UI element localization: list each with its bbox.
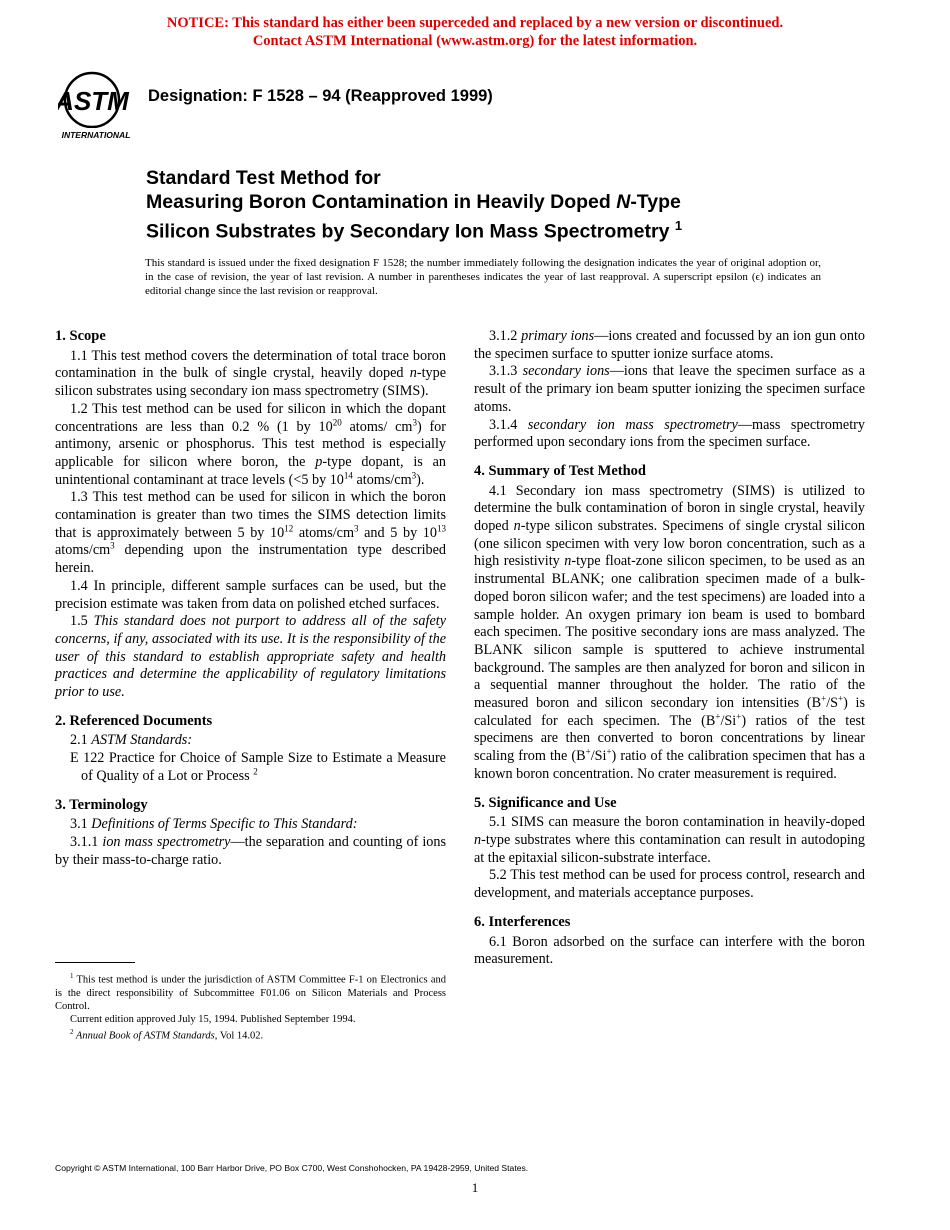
paragraph-5-2: 5.2 This test method can be used for process control, research and development, and materials acceptance purposes. [474,867,865,902]
paragraph-1-4: 1.4 In principle, different sample surfaces can be used, but the precision estimate was taken from data on polished etched surfaces. [55,577,446,612]
title-line-2-a: Measuring Boron Contamination in Heavily Doped [146,191,617,213]
paragraph-3-1-2: 3.1.2 primary ions—ions created and focussed by an ion gun onto the specimen surface to sputter ionize surface atoms. [474,328,865,362]
paragraph-1-5: 1.5 This standard does not purport to address all of the safety concerns, if any, associated with its use. It is the responsibility of the user of this standard to establish appropriate safety and health practices and determine the applicability of regulatory limitations prior to use. [55,613,446,701]
paragraph-1-2: 1.2 This test method can be used for silicon in which the dopant concentrations are less than 0.2 % (1 by $10^{20}$ atoms/ $cm^3$) for antimony, arsenic or phosphorus. This test method is especially applicable for silicon where boron, the p-type dopant, is an unintentional contaminant at trace levels (<5 by $10^{14}$ atoms/$cm^3$). [55,400,446,488]
reference-e122: E 122 Practice for Choice of Sample Size to Estimate a Measure of Quality of a Lot or Process $^2$ [70,750,446,784]
astm-logo-icon [58,70,138,142]
paragraph-3-1-1: 3.1.1 ion mass spectrometry—the separation and counting of ions by their mass-to-charge ratio. [55,833,446,868]
intro-paragraph: This standard is issued under the fixed designation F 1528; the number immediately following the designation indicates the year of original adoption or, in the case of revision, the year of last revision. A number in parentheses indicates the year of last reapproval. A superscript epsilon (ϵ) indicates an editorial change since the last revision or reapproval. [145,257,821,297]
section-significance-heading: 5. Significance and Use [474,794,617,811]
title-footnote-ref: 1 [674,218,683,233]
paragraph-4-1: 4.1 Secondary ion mass spectrometry (SIMS) is utilized to determine the bulk contamination of boron in single crystal, heavily doped n-type silicon substrates. Specimens of single crystal silicon (one silicon specimen with very low boron concentration, such as a high resistivity n-type float-zone silicon specimen, to be used as an instrumental BLANK; one calibration specimen made of a bulk-doped boron silicon wafer; and the test specimens) are loaded into a sample holder. An oxygen primary ion beam is used to bombard each specimen. The positive secondary ions are mass analyzed. The BLANK silicon sample is sputtered to achieve instrumental background. The samples are then analyzed for boron and silicon in a sequential manner throughout the holder. The ratio of the measured boron and silicon secondary ion intensities (B+/S+) is calculated for each specimen. The (B+/Si+) ratios of the test specimens are then converted to boron concentrations by linear scaling from the (B+/Si+) ratio of the calibration specimen that has a known boron concentration. No crater measurement is required. [474,482,866,782]
astm-logo [58,70,138,142]
document-title [146,166,866,244]
title-line-3 [146,214,866,244]
notice-banner [0,14,950,50]
page-number: 1 [471,1180,479,1195]
paragraph-5-1: 5.1 SIMS can measure the boron contamination in heavily-doped n-type substrates where this contamination can result in autodoping at the epitaxial silicon-substrate interface. [474,814,865,866]
footnote-1: $^1$ This test method is under the jurisdiction of ASTM Committee F-1 on Electronics and is the direct responsibility of Subcommittee F01.06 on Silicon Materials and Process Control. [55,972,446,1012]
paragraph-2-1: 2.1 ASTM Standards: [70,732,193,749]
svg-text:ASTM: ASTM [58,86,129,116]
copyright-notice: Copyright © ASTM International, 100 Barr Harbor Drive, PO Box C700, West Conshohocken, PA 19428-2959, United States. [55,1163,529,1173]
title-line-2-n: N [616,191,631,213]
paragraph-1-1: 1.1 This test method covers the determination of total trace boron contamination in the bulk of single crystal, heavily doped n-type silicon substrates using secondary ion mass spectrometry (SIMS). [55,347,446,400]
footnote-2: $^2$ Annual Book of ASTM Standards, Vol 14.02. [70,1027,264,1041]
right-column [474,328,865,969]
footnotes [55,970,446,1042]
paragraph-1-3: 1.3 This test method can be used for silicon in which the boron contamination is greater than two times the SIMS detection limits that is approximately between 5 by $10^{12}$ atoms/$cm^3$ and 5 by $10^{13}$ atoms/$cm^3$ depending upon the instrumentation type described herein. [55,489,446,577]
paragraph-3-1-4: 3.1.4 secondary ion mass spectrometry—mass spectrometry performed upon secondary ions from the specimen surface. [474,416,865,451]
designation: Designation: F 1528 – 94 (Reapproved 1999) [148,87,493,105]
paragraph-3-1: 3.1 Definitions of Terms Specific to This Standard: [70,816,358,833]
notice-line-1: NOTICE: This standard has either been superceded and replaced by a new version or discontinued. [166,15,784,31]
section-summary-heading: 4. Summary of Test Method [474,462,646,479]
section-scope-heading: 1. Scope [55,328,106,344]
section-terminology-heading: 3. Terminology [55,796,148,813]
title-line-3-text: Silicon Substrates by Secondary Ion Mass Spectrometry [146,220,675,243]
notice-line-2: Contact ASTM International (www.astm.org) for the latest information. [252,33,698,49]
title-line-1: Standard Test Method for [146,167,381,189]
footnote-rule [55,962,135,963]
section-refdocs-heading: 2. Referenced Documents [55,712,213,729]
title-line-2 [146,190,866,214]
svg-text:INTERNATIONAL: INTERNATIONAL [61,130,131,140]
paragraph-6-1: 6.1 Boron adsorbed on the surface can interfere with the boron measurement. [474,933,865,968]
footnote-1-approval: Current edition approved July 15, 1994. Published September 1994. [70,1013,356,1025]
paragraph-3-1-3: 3.1.3 secondary ions—ions that leave the specimen surface as a result of the primary ion beam sputter ionizing the specimen surface atoms. [474,363,865,415]
title-line-2-b: -Type [630,191,681,213]
left-column [55,328,446,869]
section-interferences-heading: 6. Interferences [474,913,571,930]
